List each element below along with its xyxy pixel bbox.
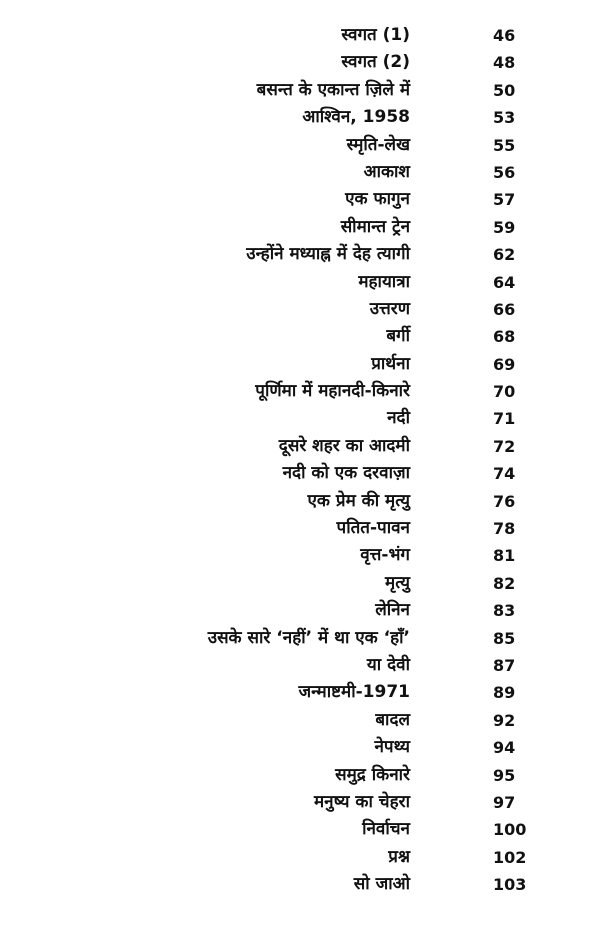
toc-entry-page-number: 89 (493, 683, 516, 703)
toc-entry-page-number: 71 (493, 409, 516, 429)
toc-entry (0, 132, 600, 159)
toc-entry-title: लेनिन (375, 600, 410, 621)
toc-entry-title: एक प्रेम की मृत्यु (307, 490, 410, 511)
toc-entry-title: उसके सारे ‘नहीं’ में था एक ‘हाँ’ (207, 627, 410, 648)
toc-entry-page-number: 55 (493, 135, 516, 155)
toc-entry-title: उत्तरण (369, 298, 410, 319)
toc-entry-title: पूर्णिमा में महानदी-किनारे (255, 381, 410, 402)
toc-entry-page-number: 76 (493, 491, 516, 511)
toc-entry-title: स्मृति-लेख (346, 134, 410, 155)
toc-entry (0, 488, 600, 515)
toc-entry (0, 405, 600, 432)
toc-entry (0, 269, 600, 296)
toc-entry (0, 214, 600, 241)
toc-entry (0, 433, 600, 460)
toc-entry-page-number: 81 (493, 546, 516, 566)
toc-entry-title: स्वगत (1) (341, 25, 410, 45)
toc-entry-page-number: 94 (493, 738, 516, 758)
toc-entry (0, 816, 600, 843)
toc-entry (0, 679, 600, 706)
toc-entry-page-number: 62 (493, 245, 516, 265)
toc-entry-page-number: 95 (493, 765, 516, 785)
toc-entry-page-number: 69 (493, 354, 516, 374)
toc-entry-page-number: 97 (493, 792, 516, 812)
toc-entry-title: समुद्र किनारे (335, 764, 410, 785)
toc-entry (0, 762, 600, 789)
toc-entry-page-number: 82 (493, 573, 516, 593)
toc-entry-page-number: 103 (493, 875, 527, 895)
toc-entry-title: नदी (387, 408, 410, 429)
toc-entry (0, 844, 600, 871)
toc-entry-title: एक फागुन (345, 189, 410, 210)
toc-entry-title: नदी को एक दरवाज़ा (282, 463, 410, 484)
toc-entry-title: प्रश्न (388, 846, 410, 867)
toc-entry-title: जन्माष्टमी-1971 (298, 682, 410, 703)
toc-entry-page-number: 87 (493, 655, 516, 675)
toc-entry-title: वृत्त-भंग (360, 545, 410, 566)
toc-entry-title: बर्गी (386, 326, 410, 347)
toc-entry (0, 707, 600, 734)
toc-entry-page-number: 56 (493, 162, 516, 182)
toc-entry-page-number: 59 (493, 217, 516, 237)
toc-entry-title: बादल (375, 709, 410, 730)
toc-entry (0, 734, 600, 761)
toc-entry (0, 789, 600, 816)
toc-entry-title: या देवी (366, 654, 410, 675)
toc-entry-page-number: 46 (493, 26, 516, 45)
toc-entry-page-number: 68 (493, 327, 516, 347)
toc-entry-title: मृत्यु (385, 572, 410, 593)
toc-entry-title: सीमान्त ट्रेन (340, 216, 410, 237)
toc-entry-title: बसन्त के एकान्त ज़िले में (256, 79, 410, 100)
toc-entry-page-number: 74 (493, 464, 516, 484)
toc-entry-page-number: 53 (493, 108, 516, 128)
toc-entry-page-number: 48 (493, 53, 516, 73)
toc-entry-page-number: 85 (493, 628, 516, 648)
toc-entry (0, 570, 600, 597)
toc-entry-page-number: 70 (493, 382, 516, 402)
toc-entry (0, 871, 600, 898)
toc-entry-title: प्रार्थना (371, 353, 410, 374)
toc-entry (0, 597, 600, 624)
toc-entry-title: उन्होंने मध्याह्न में देह त्यागी (246, 244, 410, 265)
toc-entry (0, 186, 600, 213)
toc-entry-title: पतित-पावन (336, 518, 410, 539)
toc-entry (0, 159, 600, 186)
toc-entry-page-number: 78 (493, 519, 516, 539)
toc-entry (0, 323, 600, 350)
table-of-contents (0, 22, 600, 899)
toc-entry (0, 49, 600, 76)
toc-entry (0, 77, 600, 104)
toc-entry-page-number: 50 (493, 80, 516, 100)
toc-entry-page-number: 83 (493, 601, 516, 621)
toc-entry-page-number: 72 (493, 436, 516, 456)
toc-entry (0, 460, 600, 487)
toc-entry-title: स्वगत (2) (341, 52, 410, 73)
toc-entry-title: आकाश (363, 161, 410, 182)
toc-entry (0, 625, 600, 652)
toc-entry-page-number: 64 (493, 272, 516, 292)
toc-entry (0, 351, 600, 378)
toc-entry (0, 241, 600, 268)
toc-entry-title: महायात्रा (358, 271, 410, 292)
toc-entry (0, 378, 600, 405)
toc-entry-page-number: 57 (493, 190, 516, 210)
toc-entry-title: सो जाओ (353, 874, 410, 895)
toc-entry (0, 22, 600, 49)
toc-entry-title: नेपथ्य (374, 737, 410, 758)
toc-entry-page-number: 100 (493, 820, 527, 840)
toc-entry-title: दूसरे शहर का आदमी (278, 435, 410, 456)
toc-entry-title: निर्वाचन (362, 819, 410, 840)
toc-entry-title: मनुष्य का चेहरा (314, 791, 410, 812)
toc-entry (0, 104, 600, 131)
toc-entry-page-number: 66 (493, 299, 516, 319)
toc-entry-page-number: 92 (493, 710, 516, 730)
toc-entry (0, 515, 600, 542)
toc-entry-title: आश्विन, 1958 (302, 107, 410, 128)
toc-entry (0, 296, 600, 323)
toc-entry (0, 542, 600, 569)
toc-entry-page-number: 102 (493, 847, 527, 867)
toc-entry (0, 652, 600, 679)
